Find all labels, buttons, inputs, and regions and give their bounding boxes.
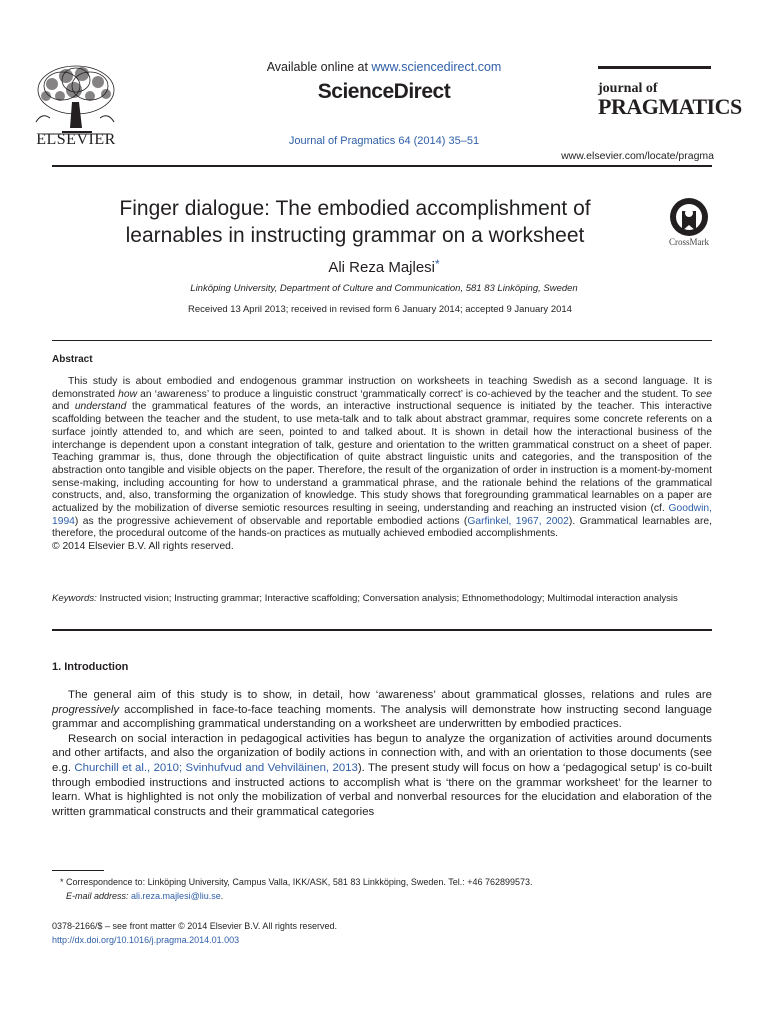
doi-link[interactable]: http://dx.doi.org/10.1016/j.pragma.2014.01.003 — [52, 935, 240, 945]
journal-citation[interactable]: Journal of Pragmatics 64 (2014) 35–51 — [288, 135, 480, 147]
article-title: Finger dialogue: The embodied accomplishment of learnables in instructing grammar on a worksheet — [119, 197, 591, 247]
abstract-heading: Abstract — [52, 354, 93, 365]
article-history: Received 13 April 2013; received in revised form 6 January 2014; accepted 9 January 2014 — [188, 304, 572, 315]
introduction-body — [52, 688, 712, 819]
author-name: Ali Reza Majlesi* — [328, 257, 440, 276]
keywords: Keywords: Instructed vision; Instructing grammar; Interactive scaffolding; Conversation analysis; Ethnomethodology; Multimodal interaction analysis — [52, 593, 678, 604]
section-heading-introduction: 1. Introduction — [52, 661, 129, 673]
abstract-copyright: © 2014 Elsevier B.V. All rights reserved. — [52, 541, 234, 553]
issn-line: 0378-2166/$ – see front matter © 2014 Elsevier B.V. All rights reserved. — [52, 921, 337, 931]
crossmark-icon[interactable] — [664, 197, 714, 242]
journal-logo-rule — [598, 66, 711, 69]
journal-logo-line1: journal of — [598, 81, 658, 96]
journal-logo-line2: PRAGMATICS — [598, 94, 742, 119]
header-rule — [52, 165, 712, 167]
sciencedirect-link[interactable]: www.sciencedirect.com — [371, 60, 502, 74]
abstract-body — [52, 376, 712, 554]
crossmark-label: CrossMark — [669, 237, 709, 247]
elsevier-wordmark: ELSEVIER — [36, 131, 116, 148]
author-affiliation: Linköping University, Department of Culture and Communication, 581 83 Linköping, Sweden — [190, 283, 578, 294]
email-link[interactable]: ali.reza.majlesi@liu.se — [131, 891, 221, 901]
available-online: Available online at www.sciencedirect.com — [266, 60, 502, 74]
abstract-top-rule — [52, 340, 712, 341]
footnote-rule — [52, 870, 104, 871]
intro-paragraph-2: Research on social interaction in pedagogical activities has begun to analyze the organization of activities around documents and other artifacts, and also the organization of bodily actions in connection with, and with an orientation to those documents (see e.g. Churchill et al., 2010; Svinhufvud and Vehviläinen, 2013). The present study will focus on how a ‘pedagogical setup’ is co-built through embodied instructions and instructed actions to accomplish what is ‘there on the grammar worksheet’ for the learner to learn. What is highlighted is not only the mobilization of verbal and nonverbal resources for the elucidation and elaboration of the written grammatical constructs and their grammatical categories — [52, 732, 713, 818]
citation-link-garfinkel[interactable]: Garfinkel, 1967, 2002 — [467, 515, 569, 527]
abstract-bottom-rule — [52, 629, 712, 631]
corresponding-author-marker[interactable]: * — [435, 257, 440, 271]
footnote-correspondence: * Correspondence to: Linköping University, Campus Valla, IKK/ASK, 581 83 Linkköping, Sweden. Tel.: +46 762899573. — [60, 877, 533, 887]
abstract-paragraph: This study is about embodied and endogenous grammar instruction on worksheets in teaching Swedish as a second language. It is demonstrated how an ‘awareness’ to produce a linguistic construct ‘grammatically correct’ is co-achieved by the teacher and the student. To see and understand the grammatical features of the words, an interactive instructional sequence is initiated by the teacher. This interactive scaffolding between the teacher and the student, to use meta-talk and to talk about abstract grammar, requires some concrete referents on a surface jointly attended to, and which are seen, pointed to and talked about. It is shown in detail how the interactional business of the interchange is dependent upon a constant integration of talk, gesture and orientation to the written grammatical construct on a sheet of paper. Teaching grammar is, thus, done through the objectification of quite abstract linguistic units and categories, and the transposition of the abstraction onto tangible and visible objects on the paper. Therefore, the result of the organization of order in instruction is a moment-by-moment sense-making, including accounting for how to understand a grammatical phrase, and the rationale behind the relations of the grammatical constructs, and, also, transforming the organization of knowledge. This study shows that foregrounding grammatical learnables on a paper are actualized by the mobilization of diverse semiotic resources resulting in seeing, understanding and reaching an instructed vision (cf. Goodwin, 1994) as the progressive achievement of observable and reportable embodied actions (Garfinkel, 1967, 2002). Grammatical learnables are, therefore, the procedural outcome of the hands-on practices as mutually achieved embodied accomplishments. — [52, 376, 713, 540]
intro-paragraph-1: The general aim of this study is to show, in detail, how ‘awareness’ about grammatical glosses, relations and rules are progressively accomplished in face-to-face teaching moments. The analysis will demonstrate how instructing second language grammar and accomplishing grammatical understanding on a worksheet are underwritten by embodied practices. — [52, 689, 712, 731]
journal-url[interactable]: www.elsevier.com/locate/pragma — [561, 150, 714, 162]
sciencedirect-logo: ScienceDirect — [317, 80, 451, 103]
citation-link-goodwin[interactable]: Goodwin, 1994 — [52, 503, 712, 527]
footnote-email: E-mail address: ali.reza.majlesi@liu.se. — [66, 891, 224, 901]
citation-link-churchill[interactable]: Churchill et al., 2010; Svinhufvud and Vehviläinen, 2013 — [74, 761, 358, 774]
